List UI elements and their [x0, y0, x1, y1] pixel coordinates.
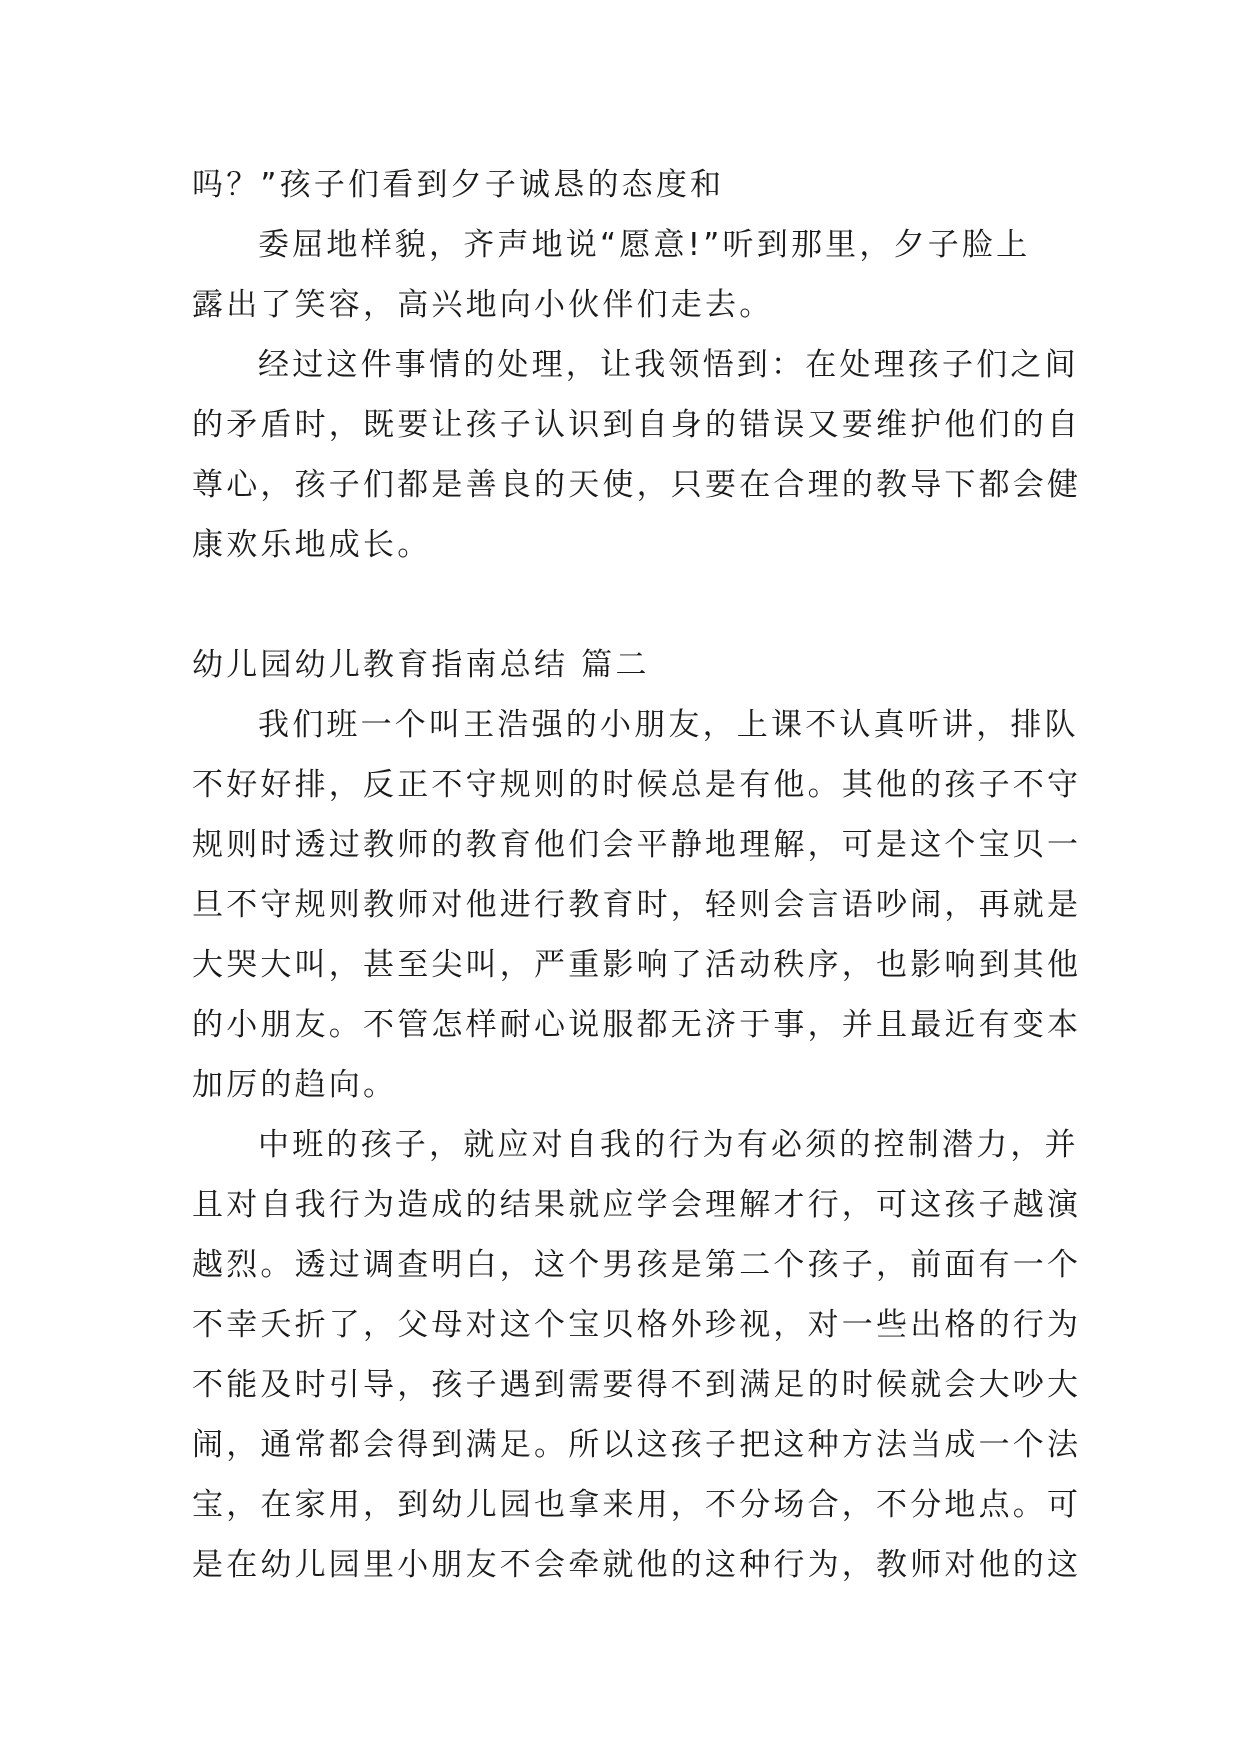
paragraph-line: 吗？”孩子们看到夕子诚恳的态度和: [192, 167, 725, 203]
paragraph-line: 加厉的趋向。: [192, 1067, 398, 1103]
paragraph-line: 不幸夭折了，父母对这个宝贝格外珍视，对一些出格的行为: [192, 1307, 1082, 1343]
paragraph-line: 尊心，孩子们都是善良的天使，只要在合理的教导下都会健: [192, 467, 1082, 503]
section-heading: 幼儿园幼儿教育指南总结 篇二: [192, 647, 650, 683]
paragraph-line: 露出了笑容，高兴地向小伙伴们走去。: [192, 287, 774, 323]
paragraph-line: 大哭大叫，甚至尖叫，严重影响了活动秩序，也影响到其他: [192, 947, 1082, 983]
section-gap: [192, 575, 1052, 635]
paragraph-2: [192, 215, 1052, 335]
paragraph-line: 委屈地样貌，齐声地说“愿意!”听到那里，夕子脸上: [258, 227, 1031, 263]
paragraph-line: 不好好排，反正不守规则的时候总是有他。其他的孩子不守: [192, 767, 1082, 803]
paragraph-line: 旦不守规则教师对他进行教育时，轻则会言语吵闹，再就是: [192, 887, 1082, 923]
paragraph-1: [192, 155, 1052, 215]
paragraph-line: 的矛盾时，既要让孩子认识到自身的错误又要维护他们的自: [192, 407, 1082, 443]
paragraph-line: 我们班一个叫王浩强的小朋友，上课不认真听讲，排队: [258, 707, 1079, 743]
paragraph-line: 宝，在家用，到幼儿园也拿来用，不分场合，不分地点。可: [192, 1487, 1082, 1523]
paragraph-line: 闹，通常都会得到满足。所以这孩子把这种方法当成一个法: [192, 1427, 1082, 1463]
document-page: [192, 155, 1082, 1595]
paragraph-line: 不能及时引导，孩子遇到需要得不到满足的时候就会大吵大: [192, 1367, 1082, 1403]
paragraph-line: 且对自我行为造成的结果就应学会理解才行，可这孩子越演: [192, 1187, 1082, 1223]
paragraph-line: 的小朋友。不管怎样耐心说服都无济于事，并且最近有变本: [192, 1007, 1082, 1043]
paragraph-5: [192, 1115, 1082, 1595]
paragraph-line: 规则时透过教师的教育他们会平静地理解，可是这个宝贝一: [192, 827, 1082, 863]
paragraph-line: 康欢乐地成长。: [192, 527, 432, 563]
paragraph-line: 是在幼儿园里小朋友不会牵就他的这种行为，教师对他的这: [192, 1547, 1082, 1583]
paragraph-line: 经过这件事情的处理，让我领悟到：在处理孩子们之间: [258, 347, 1079, 383]
paragraph-4: [192, 695, 1082, 1115]
paragraph-3: [192, 335, 1082, 575]
paragraph-line: 中班的孩子，就应对自我的行为有必须的控制潜力，并: [258, 1127, 1079, 1163]
paragraph-line: 越烈。透过调查明白，这个男孩是第二个孩子，前面有一个: [192, 1247, 1082, 1283]
